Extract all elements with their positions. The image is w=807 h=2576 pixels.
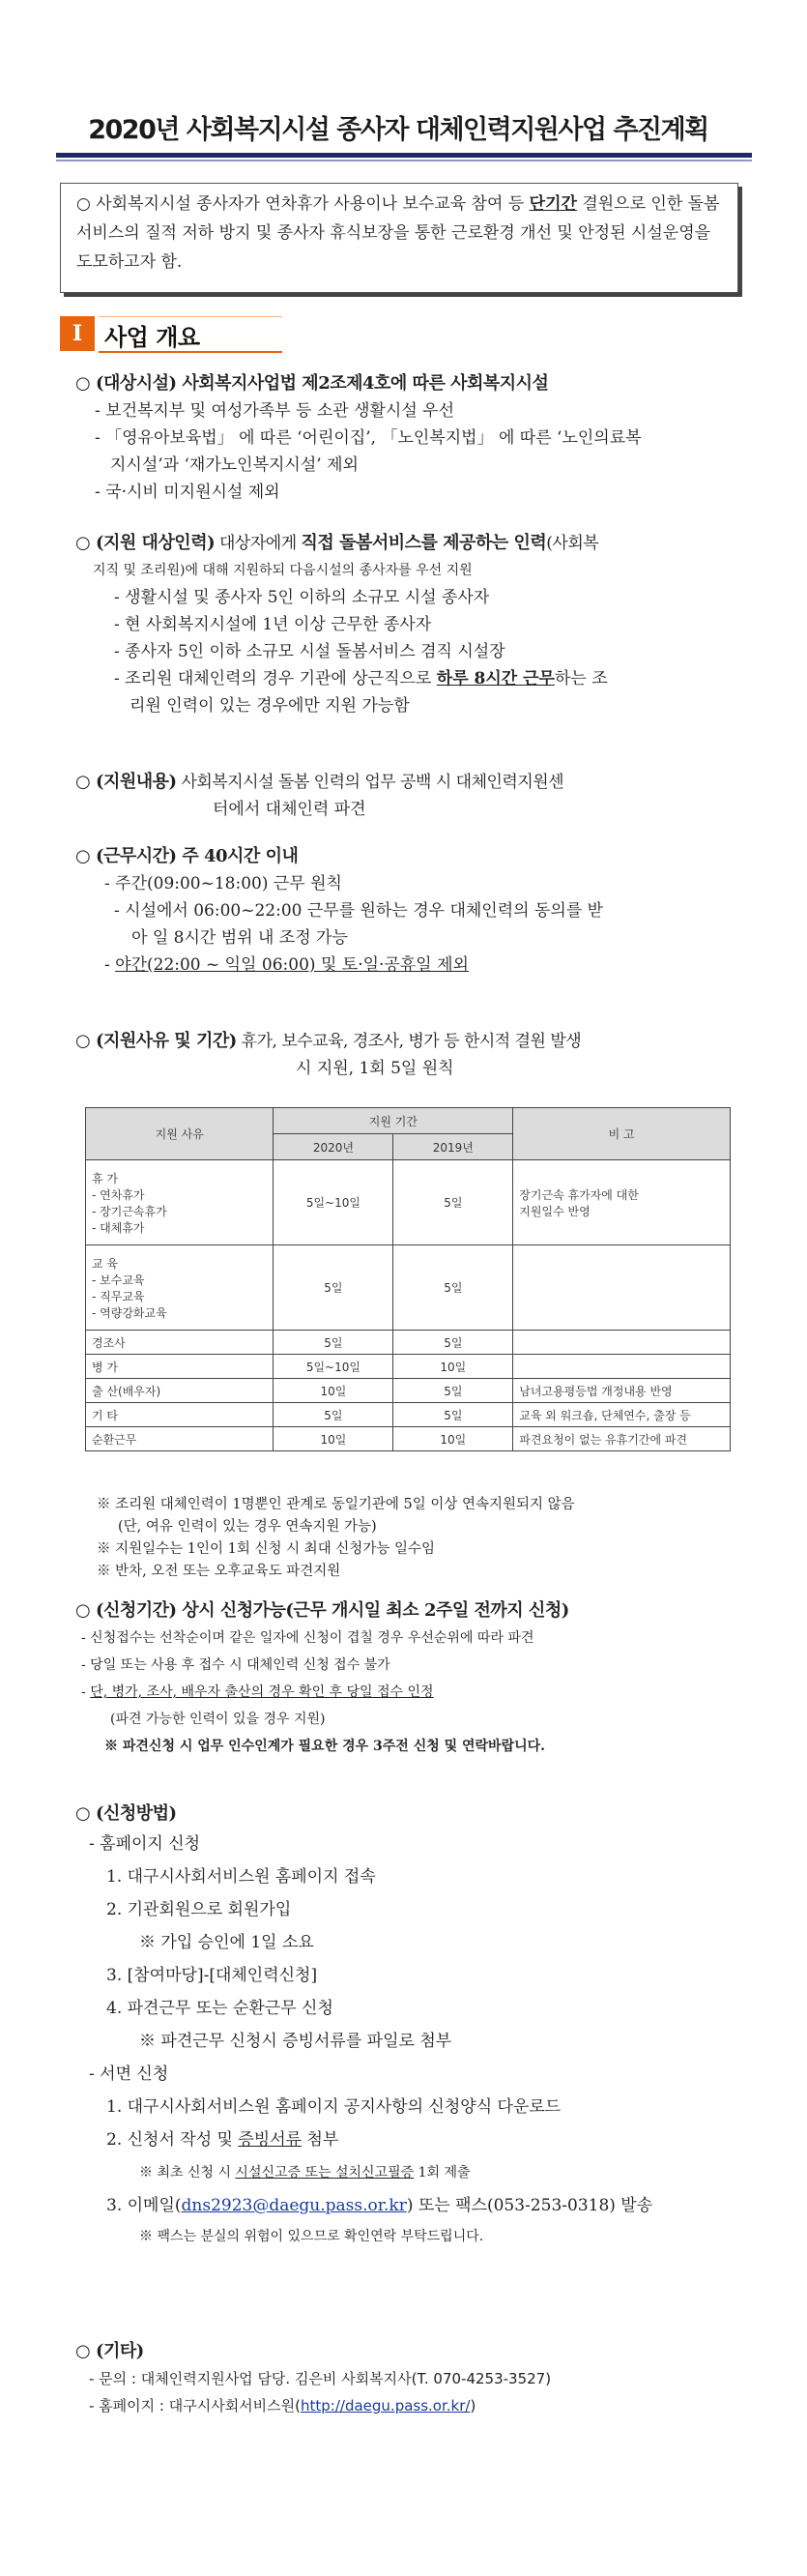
support-content-heading: ○ (지원내용) (75, 772, 177, 792)
list-item: - 당일 또는 사용 후 접수 시 대체인력 신청 접수 불가 (81, 1657, 390, 1673)
table-row (86, 1160, 731, 1245)
target-facility-heading: ○ (대상시설) 사회복지사업법 제2조제4호에 따른 사회복지시설 (75, 373, 549, 394)
table-cell: 5일 (393, 1245, 513, 1331)
list-item: 리원 인력이 있는 경우에만 지원 가능함 (130, 696, 410, 716)
note-line: (단, 여유 인력이 있는 경우 연속지원 가능) (118, 1519, 377, 1535)
note-line: ※ 지원일수는 1인이 1회 신청 시 최대 신청가능 일수임 (97, 1541, 435, 1557)
support-reason-block: ○ (지원사유 및 기간) 휴가, 보수교육, 경조사, 병가 등 한시적 결원 발생 시 지원, 1회 5일 원칙 (75, 1028, 752, 1082)
support-table (85, 1107, 731, 1451)
table-cell: 10일 (274, 1427, 393, 1451)
table-cell: 10일 (393, 1427, 513, 1451)
support-content-cont: 터에서 대체인력 파견 (213, 800, 366, 819)
table-cell-reason: 순환근무 (86, 1427, 274, 1451)
table-row (86, 1355, 731, 1379)
apply-method-block (75, 1800, 752, 2251)
apply-method-heading: ○ (신청방법) (75, 1803, 177, 1824)
table-cell: 10일 (274, 1379, 393, 1403)
table-cell-note (513, 1355, 731, 1379)
table-cell: 5일 (393, 1331, 513, 1355)
list-item: - 보건복지부 및 여성가족부 등 소관 생활시설 우선 (95, 401, 455, 421)
table-cell: 5일 (393, 1403, 513, 1427)
list-item: - 생활시설 및 종사자 5인 이하의 소규모 시설 종사자 (114, 588, 490, 607)
table-row (86, 1245, 731, 1331)
table-cell-reason: 기 타 (86, 1403, 274, 1427)
etc-heading: ○ (기타) (75, 2341, 144, 2361)
target-staff-heading-cont: 지직 및 조리원)에 대해 지원하되 다음시설의 종사자를 우선 지원 (93, 563, 473, 578)
list-item: 지시설’과 ‘재가노인복지시설’ 제외 (110, 455, 359, 475)
section-header (60, 316, 273, 353)
table-cell-note (513, 1245, 731, 1331)
step-item: 3. [참여마당]-[대체인력신청] (106, 1966, 318, 1985)
step-item: 3. 이메일(dns2923@daegu.pass.or.kr) 또는 팩스(053-253-0318) 발송 (106, 2196, 653, 2215)
table-cell-reason: 경조사 (86, 1331, 274, 1355)
step-note: ※ 파견근무 신청시 증빙서류를 파일로 첨부 (139, 2032, 452, 2051)
section-rule-top (99, 316, 282, 317)
list-item: (파견 가능한 인력이 있을 경우 지원) (110, 1712, 326, 1727)
table-cell-note: 교육 외 워크숍, 단체연수, 출장 등 (513, 1403, 731, 1427)
table-row (86, 1403, 731, 1427)
table-row (86, 1331, 731, 1355)
list-item: - 단, 병가, 조사, 배우자 출산의 경우 확인 후 당일 접수 인정 (81, 1684, 434, 1700)
table-cell-note: 파견요청이 없는 유휴기간에 파견 (513, 1427, 731, 1451)
title-rule (56, 153, 752, 158)
list-item: - 시설에서 06:00~22:00 근무를 원하는 경우 대체인력의 동의를 받 (114, 901, 604, 921)
step-item: 1. 대구시사회서비스원 홈페이지 접속 (106, 1867, 376, 1887)
step-item: 2. 신청서 작성 및 증빙서류 첨부 (106, 2130, 339, 2150)
table-cell-reason: 병 가 (86, 1355, 274, 1379)
table-cell: 5일 (274, 1245, 393, 1331)
table-notes (97, 1494, 754, 1583)
step-item: 1. 대구시사회서비스원 홈페이지 공지사항의 신청양식 다운로드 (106, 2097, 562, 2117)
list-item: - 「영유아보육법」 에 따른 ‘어린이집’, 「노인복지법」 에 따른 ‘노인의료복 (95, 428, 642, 448)
step-item: 2. 기관회원으로 회원가입 (106, 1900, 292, 1919)
table-cell: 5일 (274, 1403, 393, 1427)
section-number: Ⅰ (60, 316, 95, 351)
table-header: 2020년 (274, 1134, 393, 1160)
list-item: - 현 사회복지시설에 1년 이상 근무한 종사자 (114, 615, 432, 634)
email-link[interactable]: dns2923@daegu.pass.or.kr (181, 2196, 407, 2215)
target-facility-block (75, 370, 752, 506)
table-cell: 5일 (393, 1160, 513, 1245)
table-row (86, 1379, 731, 1403)
table-row (86, 1427, 731, 1451)
table-header: 비 고 (513, 1108, 731, 1160)
list-item: - 야간(22:00 ~ 익일 06:00) 및 토·일·공휴일 제외 (104, 955, 469, 975)
section-rule (99, 351, 282, 353)
table-cell: 5일~10일 (274, 1355, 393, 1379)
step-item: 4. 파견근무 또는 순환근무 신청 (106, 1999, 333, 2018)
table-cell-reason: 교 육 - 보수교육 - 직무교육 - 역량강화교육 (86, 1245, 274, 1331)
support-reason-cont: 시 지원, 1회 5일 원칙 (296, 1059, 454, 1078)
apply-note: ※ 파견신청 시 업무 인수인계가 필요한 경우 3주전 신청 및 연락바랍니다. (104, 1739, 546, 1754)
contact-line: - 문의 : 대체인력지원사업 담당. 김은비 사회복지사(T. 070-4253-3527) (89, 2370, 552, 2387)
step-note: ※ 최초 신청 시 시설신고증 또는 설치신고필증 1회 제출 (139, 2165, 471, 2181)
table-header: 지원 기간 (274, 1108, 513, 1134)
list-item: - 홈페이지 신청 (89, 1834, 201, 1854)
homepage-link[interactable]: http://daegu.pass.or.kr/ (301, 2397, 471, 2415)
apply-period-block (75, 1597, 752, 1760)
table-cell: 10일 (393, 1355, 513, 1379)
list-item: - 서면 신청 (89, 2064, 169, 2084)
table-cell: 5일~10일 (274, 1160, 393, 1245)
title-rule-thin (56, 160, 752, 161)
step-note: ※ 팩스는 분실의 위험이 있으므로 확인연락 부탁드립니다. (139, 2229, 484, 2244)
table-cell-note: 장기근속 휴가자에 대한 지원일수 반영 (513, 1160, 731, 1245)
table-cell: 5일 (274, 1331, 393, 1355)
section-title: 사업 개요 (104, 324, 200, 351)
table-cell-note: 남녀고용평등법 개정내용 반영 (513, 1379, 731, 1403)
note-line: ※ 반차, 오전 또는 오후교육도 파견지원 (97, 1564, 341, 1579)
apply-period-heading: ○ (신청기간) 상시 신청가능(근무 개시일 최소 2주일 전까지 신청) (75, 1600, 569, 1621)
intro-text: ○ 사회복지시설 종사자가 연차휴가 사용이나 보수교육 참여 등 단기간 결원으로 인한 돌봄서비스의 질적 저하 방지 및 종사자 휴식보장을 통한 근로환경 개선 및 안정된 시설운영을 도모하고자 함. (76, 194, 720, 272)
intro-box (60, 183, 738, 293)
page-title: 2020년 사회복지시설 종사자 대체인력지원사업 추진계획 (88, 115, 708, 145)
support-reason-heading: ○ (지원사유 및 기간) (75, 1031, 237, 1051)
note-line: ※ 조리원 대체인력이 1명뿐인 관계로 동일기관에 5일 이상 연속지원되지 않음 (97, 1497, 575, 1512)
target-staff-block: ○ (지원 대상인력) 대상자에게 직접 돌봄서비스를 제공하는 인력(사회복 지직 및 조리원)에 대해 지원하되 다음시설의 종사자를 우선 지원 - 생활시설 및 종사자 5인 이하의 소규모 시설 종사자 - 현 사회복지시설에 1년 이상 근무한 종사자 - 종사자 5인 이하 소규모 시설 돌봄서비스 겸직 시설장 - 조리원 대체인력의 경우 기관에 상근직으로 하루 8시간 근무하는 조 리원 인력이 있는 경우에만 지원 가능함 (75, 530, 752, 719)
list-item: - 주간(09:00~18:00) 근무 원칙 (104, 874, 342, 893)
list-item: - 신청접수는 선착순이며 같은 일자에 신청이 겹칠 경우 우선순위에 따라 파견 (81, 1630, 534, 1646)
table-cell: 5일 (393, 1379, 513, 1403)
support-content-block: ○ (지원내용) 사회복지시설 돌봄 인력의 업무 공백 시 대체인력지원센 터에서 대체인력 파견 (75, 769, 752, 823)
list-item: - 국·시비 미지원시설 제외 (95, 483, 280, 502)
table-cell-note (513, 1331, 731, 1355)
step-note: ※ 가입 승인에 1일 소요 (139, 1933, 314, 1952)
etc-block (75, 2338, 752, 2419)
homepage-line: - 홈페이지 : 대구시사회서비스원(http://daegu.pass.or.kr/) (89, 2397, 476, 2415)
list-item: 아 일 8시간 범위 내 조정 가능 (131, 928, 348, 948)
list-item: - 조리원 대체인력의 경우 기관에 상근직으로 하루 8시간 근무하는 조 (114, 669, 608, 688)
table-cell-reason: 출 산(배우자) (86, 1379, 274, 1403)
work-hours-heading: ○ (근무시간) 주 40시간 이내 (75, 846, 299, 866)
table-cell-reason: 휴 가 - 연차휴가 - 장기근속휴가 - 대체휴가 (86, 1160, 274, 1245)
work-hours-block (75, 843, 752, 979)
table-header: 지원 사유 (86, 1108, 274, 1160)
target-staff-heading: ○ (지원 대상인력) (75, 533, 216, 553)
table-header: 2019년 (393, 1134, 513, 1160)
list-item: - 종사자 5인 이하 소규모 시설 돌봄서비스 겸직 시설장 (114, 642, 505, 661)
